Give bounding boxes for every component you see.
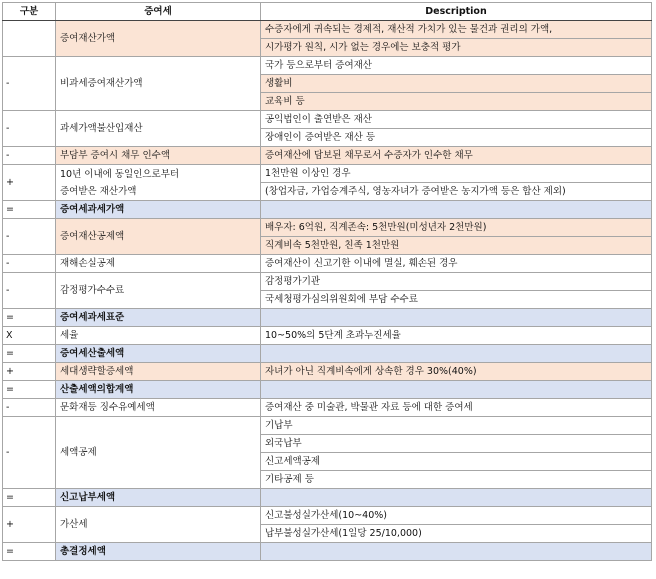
- row-description: 장애인이 증여받은 재산 등: [261, 129, 652, 147]
- table-row: [3, 543, 652, 561]
- table-row: [3, 345, 652, 363]
- row-description: 10~50%의 5단계 초과누진세율: [261, 327, 652, 345]
- row-operator: +: [3, 165, 56, 201]
- row-description: 감정평가기관: [261, 273, 652, 291]
- row-item: 과세가액불산입재산: [56, 111, 261, 147]
- row-description: 수증자에게 귀속되는 경제적, 재산적 가치가 있는 물건과 권리의 가액,: [261, 21, 652, 39]
- header-description: Description: [261, 3, 652, 21]
- row-item: 세율: [56, 327, 261, 345]
- row-description: 기타공제 등: [261, 471, 652, 489]
- row-description: 기납부: [261, 417, 652, 435]
- table-row: [3, 309, 652, 327]
- row-item: 부담부 증여시 채무 인수액: [56, 147, 261, 165]
- row-description: 교육비 등: [261, 93, 652, 111]
- row-description: 직계비속 5천만원, 친족 1천만원: [261, 237, 652, 255]
- row-item: 증여세산출세액: [56, 345, 261, 363]
- row-description: [261, 489, 652, 507]
- row-item: 증여재산공제액: [56, 219, 261, 255]
- row-description: 납부불성실가산세(1일당 25/10,000): [261, 525, 652, 543]
- row-item: [56, 165, 261, 201]
- table-row: [3, 327, 652, 345]
- tax-table: [2, 2, 652, 561]
- row-operator: =: [3, 543, 56, 561]
- table-row: [3, 147, 652, 165]
- row-description: (창업자금, 가업승계주식, 영농자녀가 증여받은 농지가액 등은 합산 제외): [261, 183, 652, 201]
- row-operator: +: [3, 363, 56, 381]
- table-row: [3, 399, 652, 417]
- row-item: 감정평가수수료: [56, 273, 261, 309]
- row-operator: [3, 21, 56, 57]
- row-operator: =: [3, 381, 56, 399]
- table-row: [3, 165, 652, 183]
- row-description: 증여재산이 신고기한 이내에 멸실, 훼손된 경우: [261, 255, 652, 273]
- row-item: 문화재등 징수유예세액: [56, 399, 261, 417]
- row-operator: -: [3, 111, 56, 147]
- row-operator: =: [3, 201, 56, 219]
- row-item: 산출세액의합계액: [56, 381, 261, 399]
- row-item: 총결정세액: [56, 543, 261, 561]
- table-row: [3, 255, 652, 273]
- row-description: [261, 201, 652, 219]
- row-item: 비과세증여재산가액: [56, 57, 261, 111]
- row-operator: -: [3, 273, 56, 309]
- row-item: 신고납부세액: [56, 489, 261, 507]
- row-description: 시가평가 원칙, 시가 없는 경우에는 보충적 평가: [261, 39, 652, 57]
- table-row: [3, 507, 652, 525]
- header-category: 구분: [3, 3, 56, 21]
- row-operator: -: [3, 57, 56, 111]
- table-row: [3, 363, 652, 381]
- row-operator: =: [3, 489, 56, 507]
- table-row: [3, 273, 652, 291]
- row-description: [261, 381, 652, 399]
- table-row: [3, 21, 652, 39]
- row-item: 재해손실공제: [56, 255, 261, 273]
- row-description: [261, 543, 652, 561]
- row-description: 증여재산에 담보된 채무로서 수증자가 인수한 채무: [261, 147, 652, 165]
- row-item: 증여세과세가액: [56, 201, 261, 219]
- row-operator: X: [3, 327, 56, 345]
- row-operator: -: [3, 399, 56, 417]
- row-operator: -: [3, 147, 56, 165]
- row-description: [261, 345, 652, 363]
- row-description: 자녀가 아닌 직계비속에게 상속한 경우 30%(40%): [261, 363, 652, 381]
- row-description: 외국납부: [261, 435, 652, 453]
- table-row: [3, 489, 652, 507]
- row-description: 생활비: [261, 75, 652, 93]
- row-description: 국세청평가심의위원회에 부담 수수료: [261, 291, 652, 309]
- row-operator: =: [3, 309, 56, 327]
- row-description: 신고불성실가산세(10~40%): [261, 507, 652, 525]
- row-item: 가산세: [56, 507, 261, 543]
- table-row: [3, 111, 652, 129]
- row-operator: -: [3, 255, 56, 273]
- row-description: 신고세액공제: [261, 453, 652, 471]
- row-item: 세액공제: [56, 417, 261, 489]
- table-row: [3, 417, 652, 435]
- row-description: 배우자: 6억원, 직계존속: 5천만원(미성년자 2천만원): [261, 219, 652, 237]
- row-description: [261, 309, 652, 327]
- row-operator: -: [3, 219, 56, 255]
- table-row: [3, 381, 652, 399]
- row-operator: -: [3, 417, 56, 489]
- header-gift-tax: 증여세: [56, 3, 261, 21]
- row-item: 증여재산가액: [56, 21, 261, 57]
- row-operator: +: [3, 507, 56, 543]
- row-description: 공익법인이 출연받은 재산: [261, 111, 652, 129]
- row-item-line: 10년 이내에 동일인으로부터: [60, 168, 180, 180]
- table-row: [3, 219, 652, 237]
- row-operator: =: [3, 345, 56, 363]
- row-item-line: 증여받은 재산가액: [60, 185, 137, 197]
- row-item: 증여세과세표준: [56, 309, 261, 327]
- header-row: [3, 3, 652, 21]
- table-row: [3, 57, 652, 75]
- row-description: 증여재산 중 미술관, 박물관 자료 등에 대한 증여세: [261, 399, 652, 417]
- row-description: 1천만원 이상인 경우: [261, 165, 652, 183]
- row-item: 세대생략할증세액: [56, 363, 261, 381]
- row-description: 국가 등으로부터 증여재산: [261, 57, 652, 75]
- table-row: [3, 201, 652, 219]
